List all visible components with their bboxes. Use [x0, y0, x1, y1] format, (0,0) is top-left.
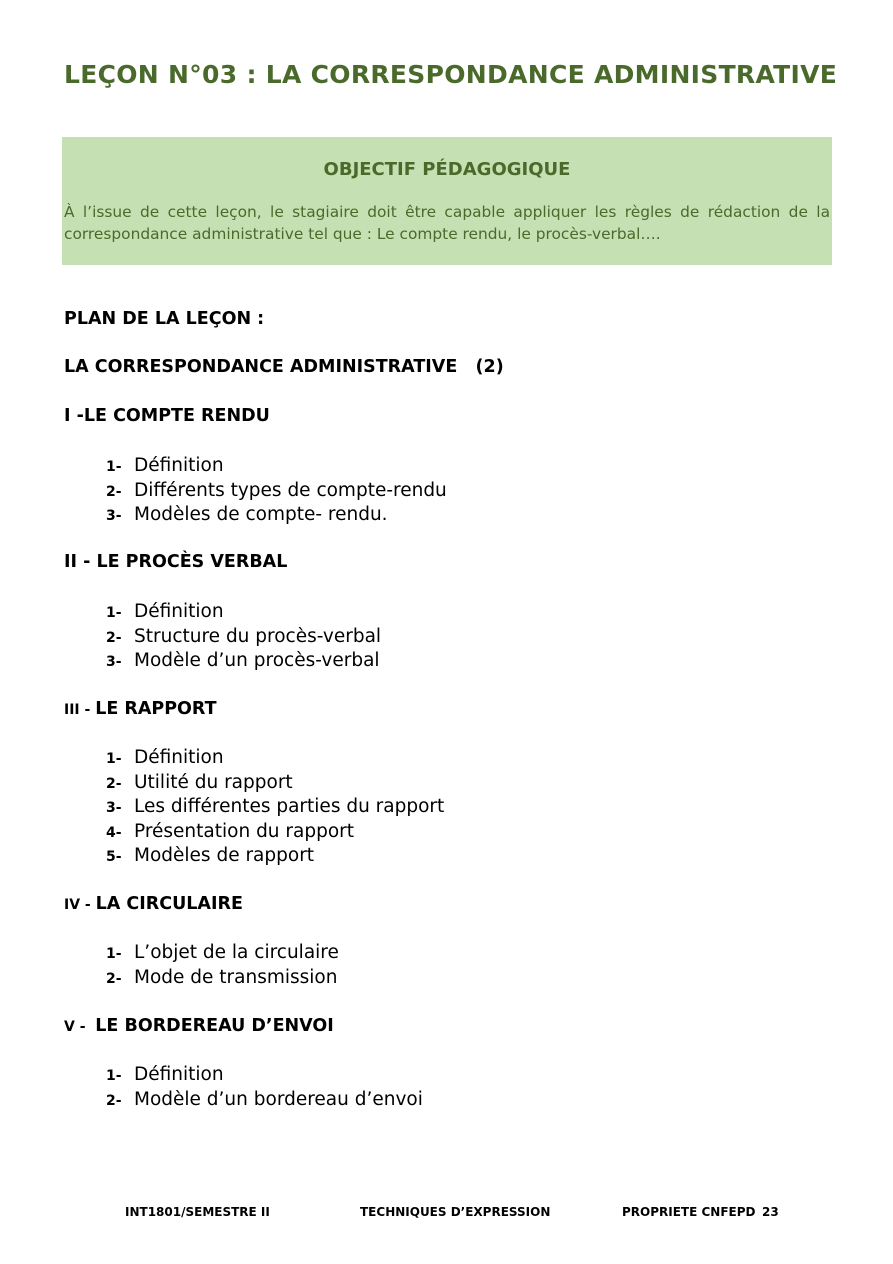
- footer-owner: PROPRIETE CNFEPD: [622, 1205, 756, 1219]
- item-text: Présentation du rapport: [134, 820, 355, 842]
- list-item: [106, 454, 447, 479]
- item-number: 1-: [106, 1068, 122, 1084]
- item-number: 2-: [106, 775, 122, 792]
- section-numeral: II -: [64, 552, 97, 572]
- item-number: 4-: [106, 824, 122, 841]
- item-number: 1-: [106, 946, 122, 962]
- section-title-bordereau: [64, 1016, 334, 1036]
- section-title-text: LE RAPPORT: [95, 699, 217, 719]
- section-title-text: LE BORDEREAU D’ENVOI: [95, 1016, 334, 1036]
- item-text: Définition: [134, 601, 224, 622]
- item-number: 2-: [106, 1092, 122, 1109]
- item-text: L’objet de la circulaire: [134, 942, 339, 963]
- plan-title: PLAN DE LA LEÇON :: [64, 309, 265, 329]
- section-numeral: III -: [64, 702, 96, 718]
- list-item: [106, 1063, 423, 1088]
- item-number: 3-: [106, 800, 122, 817]
- list-item: [106, 746, 444, 771]
- list-item: [106, 479, 447, 504]
- objective-text: À l’issue de cette leçon, le stagiaire doit être capable appliquer les règles de rédaction de la correspondance administrative tel que : Le compte rendu, le procès-verbal….: [64, 203, 830, 243]
- item-text: Structure du procès-verbal: [134, 625, 382, 647]
- list-item: [106, 844, 444, 869]
- footer-course-code: INT1801/SEMESTRE II: [125, 1205, 270, 1219]
- page-title: LEÇON N°03 : LA CORRESPONDANCE ADMINISTRATIVE: [64, 60, 838, 89]
- item-text: Utilité du rapport: [134, 771, 293, 793]
- item-text: Définition: [134, 1064, 224, 1085]
- list-item: [106, 1088, 423, 1113]
- objective-box: [62, 137, 832, 265]
- section-items-circulaire: [106, 941, 339, 990]
- item-number: 1-: [106, 751, 122, 767]
- item-number: 1-: [106, 605, 122, 621]
- section-title-text: LE PROCÈS VERBAL: [96, 552, 288, 572]
- item-number: 1-: [106, 459, 122, 475]
- section-items-bordereau: [106, 1063, 423, 1112]
- item-number: 5-: [106, 849, 122, 866]
- lesson-subject: LA CORRESPONDANCE ADMINISTRATIVE (2): [64, 357, 504, 377]
- list-item: [106, 941, 339, 966]
- item-number: 3-: [106, 508, 122, 525]
- objective-heading: OBJECTIF PÉDAGOGIQUE: [323, 159, 571, 180]
- section-items-rapport: [106, 746, 444, 869]
- section-title-compte-rendu: [64, 406, 270, 426]
- list-item: [106, 771, 444, 796]
- section-numeral: I -: [64, 406, 84, 426]
- item-text: Les différentes parties du rapport: [134, 796, 445, 818]
- section-title-text: LE COMPTE RENDU: [83, 406, 270, 426]
- item-text: Mode de transmission: [134, 966, 338, 988]
- list-item: [106, 503, 447, 528]
- item-number: 2-: [106, 483, 122, 500]
- footer-page-number: 23: [762, 1205, 779, 1219]
- list-item: [106, 600, 381, 625]
- section-numeral: IV -: [64, 897, 96, 913]
- section-items-compte-rendu: [106, 454, 447, 528]
- item-number: 3-: [106, 654, 122, 671]
- section-items-proces-verbal: [106, 600, 381, 674]
- section-title-proces-verbal: [64, 552, 287, 572]
- item-text: Différents types de compte-rendu: [134, 479, 447, 501]
- section-title-circulaire: [64, 894, 243, 914]
- list-item: [106, 649, 381, 674]
- item-number: 2-: [106, 970, 122, 987]
- item-text: Modèle d’un procès-verbal: [134, 650, 380, 672]
- item-text: Définition: [134, 455, 224, 476]
- list-item: [106, 795, 444, 820]
- list-item: [106, 625, 381, 650]
- item-text: Modèle d’un bordereau d’envoi: [134, 1088, 423, 1110]
- footer-subject: TECHNIQUES D’EXPRESSION: [360, 1205, 551, 1219]
- section-title-rapport: [64, 699, 217, 719]
- section-title-text: LA CIRCULAIRE: [95, 894, 243, 914]
- list-item: [106, 966, 339, 991]
- item-text: Définition: [134, 747, 224, 768]
- section-numeral: V -: [64, 1019, 96, 1035]
- list-item: [106, 820, 444, 845]
- item-number: 2-: [106, 629, 122, 646]
- item-text: Modèles de rapport: [134, 845, 315, 867]
- item-text: Modèles de compte- rendu.: [134, 504, 388, 526]
